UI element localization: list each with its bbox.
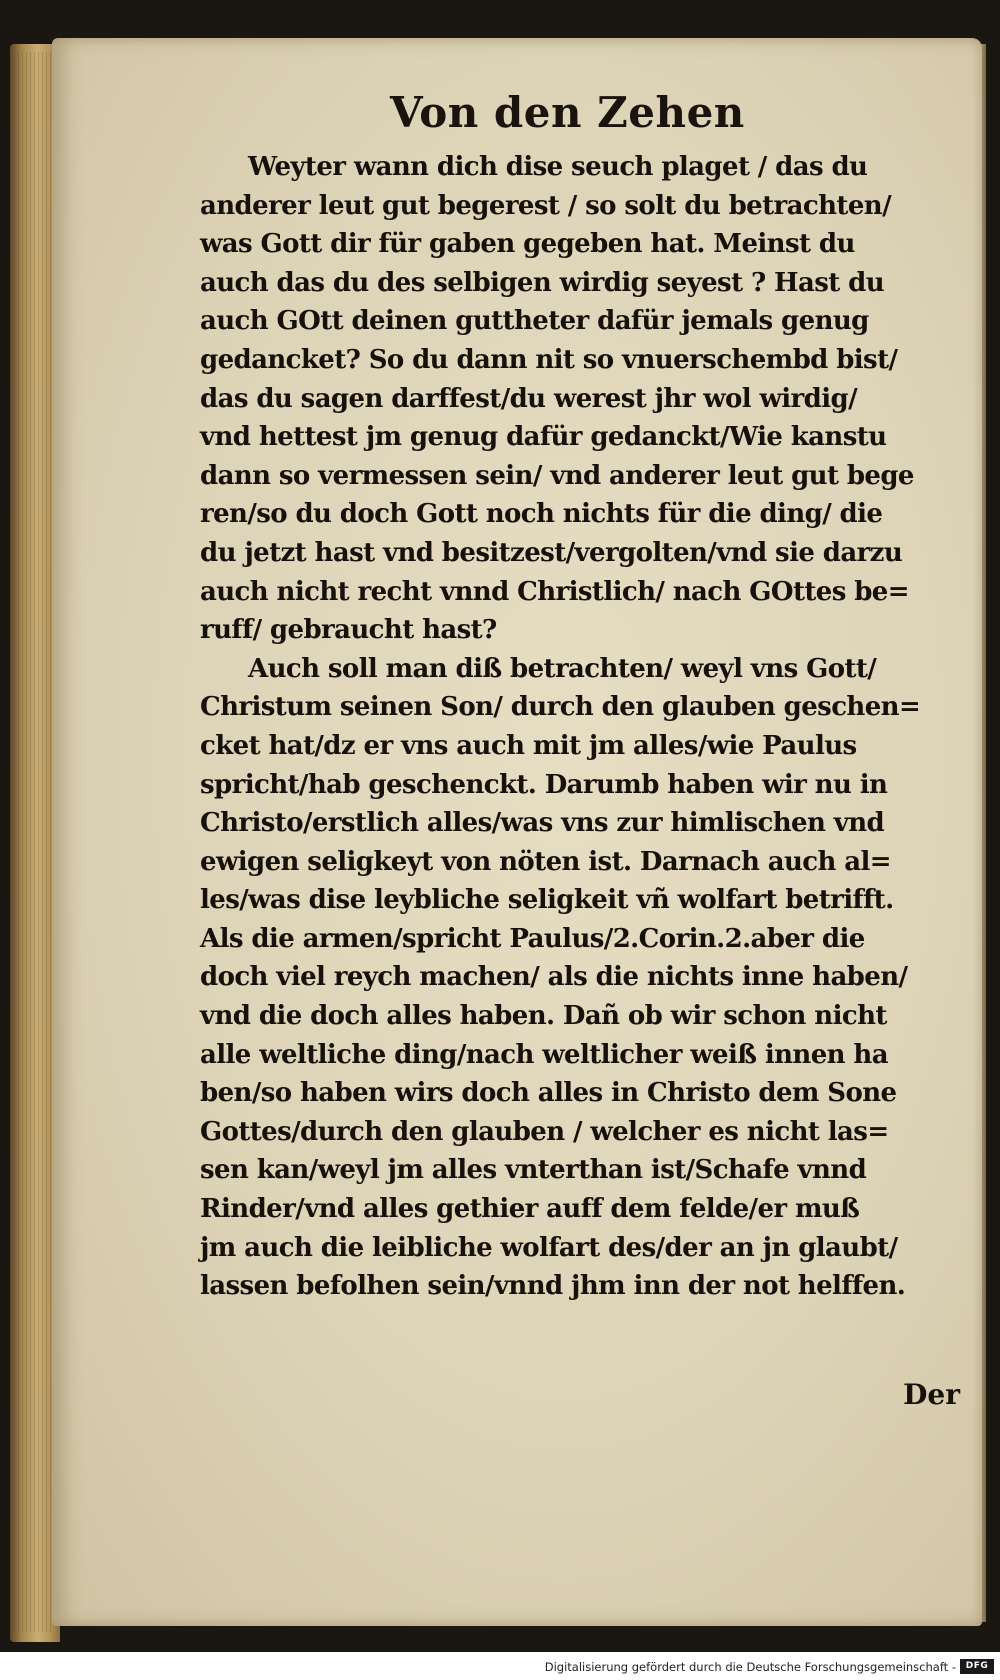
text-line: lassen befolhen sein/vnnd jhm inn der not helffen. <box>200 1271 906 1302</box>
text-line: Weyter wann dich dise seuch plaget / das du <box>248 152 868 182</box>
body-text <box>200 148 962 1306</box>
text-line: alle weltliche ding/nach weltlicher weiß innen ha <box>200 1039 888 1070</box>
text-line: ren/so du doch Gott noch nichts für die ding/ die <box>200 499 883 530</box>
text-line: dann so vermessen sein/ vnd anderer leut gut bege <box>200 460 914 491</box>
text-line: cket hat/dz er vns auch mit jm alles/wie Paulus <box>200 730 857 761</box>
text-line: auch nicht recht vnnd Christlich/ nach GOttes be= <box>200 576 909 607</box>
text-line: auch das du des selbigen wirdig seyest ? Hast du <box>200 267 885 298</box>
text-line: doch viel reych machen/ als die nichts inne haben/ <box>200 962 908 993</box>
text-line: Rinder/vnd alles gethier auff dem felde/er muß <box>200 1194 860 1225</box>
book-page-edge-lines <box>14 52 54 1632</box>
text-line: vnd die doch alles haben. Dañ ob wir schon nicht <box>200 1001 887 1032</box>
text-line: gedancket? So du dann nit so vnuerschembd bist/ <box>200 344 898 375</box>
text-line: Als die armen/spricht Paulus/2.Corin.2.aber die <box>200 923 865 954</box>
text-line: Gottes/durch den glauben / welcher es nicht las= <box>200 1116 889 1147</box>
text-line: ruff/ gebraucht hast? <box>200 615 497 646</box>
text-line: jm auch die leibliche wolfart des/der an jn glaubt/ <box>200 1232 898 1263</box>
text-line: vnd hettest jm genug dafür gedanckt/Wie kanstu <box>200 422 887 453</box>
text-line: anderer leut gut begerest / so solt du betrachten/ <box>200 190 891 221</box>
catchword: Der <box>903 1378 960 1411</box>
text-line: Auch soll man diß betrachten/ weyl vns Gott/ <box>248 653 877 684</box>
text-line: was Gott dir für gaben gegeben hat. Meinst du <box>200 229 855 260</box>
text-line: spricht/hab geschenckt. Darumb haben wir nu in <box>200 769 888 800</box>
text-line: les/was dise leybliche seligkeit vñ wolfart betrifft. <box>200 885 894 916</box>
dfg-logo-icon: DFG <box>960 1659 994 1674</box>
text-line: du jetzt hast vnd besitzest/vergolten/vnd sie darzu <box>200 537 903 568</box>
text-line: Christo/erstlich alles/was vns zur himlischen vnd <box>200 808 885 839</box>
text-line: auch GOtt deinen guttheter dafür jemals genug <box>200 306 869 337</box>
funding-credit: Digitalisierung gefördert durch die Deutsche Forschungsgemeinschaft - <box>544 1660 956 1674</box>
text-line: Christum seinen Son/ durch den glauben geschen= <box>200 692 921 723</box>
text-line: ben/so haben wirs doch alles in Christo dem Sone <box>200 1078 897 1109</box>
running-head: Von den Zehen <box>390 88 745 137</box>
text-line: ewigen seligkeyt von nöten ist. Darnach auch al= <box>200 846 891 877</box>
text-line: das du sagen darffest/du werest jhr wol wirdig/ <box>200 383 857 414</box>
text-line: sen kan/weyl jm alles vnterthan ist/Schafe vnnd <box>200 1155 867 1186</box>
